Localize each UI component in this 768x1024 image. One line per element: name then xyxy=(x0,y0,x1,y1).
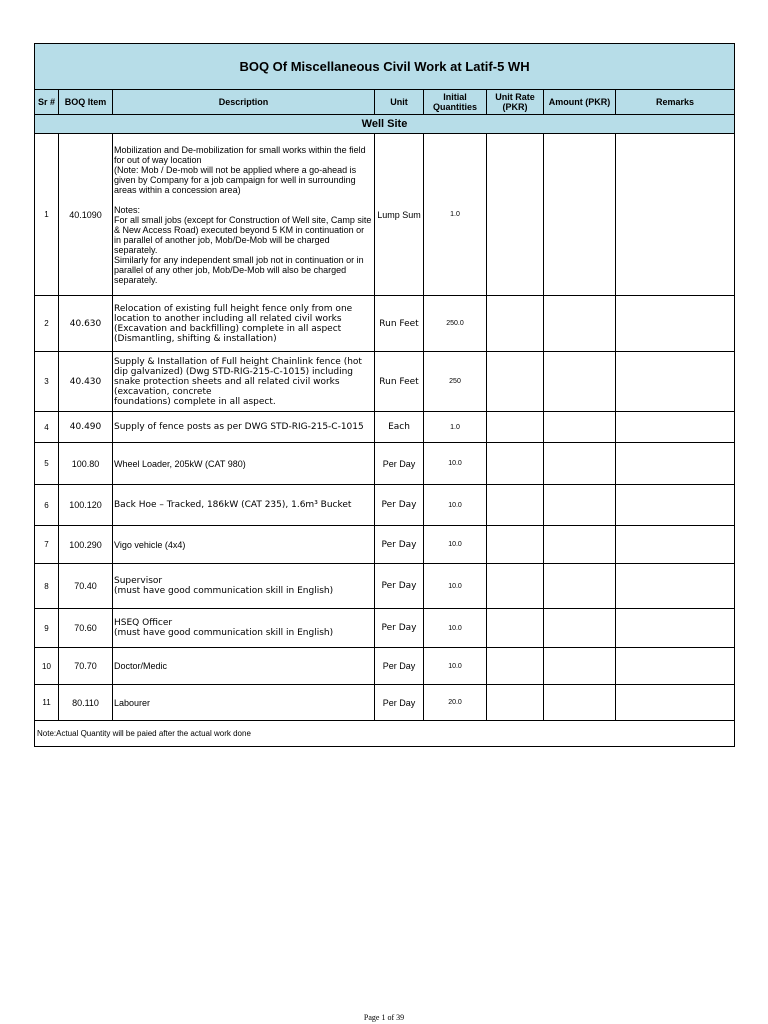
cell-boq-item: 40.490 xyxy=(59,412,113,443)
cell-remarks xyxy=(616,609,735,648)
cell-amount xyxy=(544,685,616,721)
cell-unit: Run Feet xyxy=(375,296,424,352)
cell-amount xyxy=(544,443,616,485)
col-header-description: Description xyxy=(113,90,375,115)
table-row xyxy=(35,134,735,296)
section-title: Well Site xyxy=(35,115,735,134)
table-row xyxy=(35,443,735,485)
table-row xyxy=(35,685,735,721)
table-row xyxy=(35,412,735,443)
page-number: Page 1 of 39 xyxy=(363,1013,405,1022)
header-row xyxy=(35,90,735,115)
cell-sr: 9 xyxy=(35,609,59,648)
cell-remarks xyxy=(616,485,735,526)
boq-table xyxy=(34,43,735,747)
document-title: BOQ Of Miscellaneous Civil Work at Latif-5 WH xyxy=(35,44,735,90)
cell-amount xyxy=(544,609,616,648)
cell-remarks xyxy=(616,526,735,564)
cell-sr: 11 xyxy=(35,685,59,721)
cell-quantity: 10.0 xyxy=(424,564,487,609)
cell-description: Vigo vehicle (4x4) xyxy=(113,526,375,564)
cell-description: Mobilization and De-mobilization for small works within the field for out of way location (Note: Mob / De-mob will not be applied where a go-ahead is given by Company for a job campaign for well in surrounding areas within a concession area) Notes: For all small jobs (except for Construction of Well site, Camp site & New Access Road) executed beyond 5 KM in continuation or in parallel of another job, Mob/De-Mob will be charged separately. Similarly for any independent small job not in continuation or in parallel of any other job, Mob/De-Mob will also be charged separately. xyxy=(113,134,375,296)
cell-description: Supply of fence posts as per DWG STD-RIG-215-C-1015 xyxy=(113,412,375,443)
cell-remarks xyxy=(616,412,735,443)
col-header-sr: Sr # xyxy=(35,90,59,115)
cell-quantity: 250.0 xyxy=(424,296,487,352)
cell-sr: 4 xyxy=(35,412,59,443)
cell-boq-item: 70.40 xyxy=(59,564,113,609)
note-text: Note:Actual Quantity will be paied after the actual work done xyxy=(35,721,735,747)
cell-quantity: 10.0 xyxy=(424,648,487,685)
cell-boq-item: 70.70 xyxy=(59,648,113,685)
cell-unit-rate xyxy=(487,685,544,721)
cell-amount xyxy=(544,352,616,412)
cell-quantity: 20.0 xyxy=(424,685,487,721)
cell-unit: Per Day xyxy=(375,526,424,564)
cell-unit-rate xyxy=(487,296,544,352)
cell-unit-rate xyxy=(487,485,544,526)
table-row xyxy=(35,609,735,648)
col-header-remarks: Remarks xyxy=(616,90,735,115)
cell-remarks xyxy=(616,564,735,609)
cell-unit: Each xyxy=(375,412,424,443)
cell-unit: Per Day xyxy=(375,609,424,648)
cell-unit-rate xyxy=(487,648,544,685)
cell-unit: Run Feet xyxy=(375,352,424,412)
note-row xyxy=(35,721,735,747)
table-row xyxy=(35,648,735,685)
cell-sr: 8 xyxy=(35,564,59,609)
cell-amount xyxy=(544,526,616,564)
cell-boq-item: 100.120 xyxy=(59,485,113,526)
cell-unit-rate xyxy=(487,564,544,609)
cell-description: Relocation of existing full height fence only from one location to another including all related civil works (Excavation and backfilling) complete in all aspect (Dismantling, shifting & installation) xyxy=(113,296,375,352)
cell-quantity: 1.0 xyxy=(424,134,487,296)
cell-unit: Per Day xyxy=(375,685,424,721)
col-header-boq-item: BOQ Item xyxy=(59,90,113,115)
table-row xyxy=(35,564,735,609)
cell-boq-item: 40.630 xyxy=(59,296,113,352)
cell-amount xyxy=(544,564,616,609)
col-header-unit-rate: Unit Rate (PKR) xyxy=(487,90,544,115)
table-row xyxy=(35,296,735,352)
cell-amount xyxy=(544,485,616,526)
cell-unit: Per Day xyxy=(375,648,424,685)
cell-description: Supply & Installation of Full height Chainlink fence (hot dip galvanized) (Dwg STD-RIG-215-C-1015) including snake protection sheets and all related civil works (excavation, concrete foundations) complete in all aspect. xyxy=(113,352,375,412)
cell-unit-rate xyxy=(487,526,544,564)
cell-description: Wheel Loader, 205kW (CAT 980) xyxy=(113,443,375,485)
cell-description: Back Hoe – Tracked, 186kW (CAT 235), 1.6m³ Bucket xyxy=(113,485,375,526)
cell-unit: Lump Sum xyxy=(375,134,424,296)
col-header-unit: Unit xyxy=(375,90,424,115)
cell-description: Supervisor (must have good communication skill in English) xyxy=(113,564,375,609)
cell-amount xyxy=(544,648,616,685)
cell-quantity: 10.0 xyxy=(424,485,487,526)
cell-sr: 7 xyxy=(35,526,59,564)
col-header-initial-quantities: Initial Quantities xyxy=(424,90,487,115)
cell-sr: 3 xyxy=(35,352,59,412)
cell-quantity: 10.0 xyxy=(424,443,487,485)
col-header-amount: Amount (PKR) xyxy=(544,90,616,115)
cell-boq-item: 100.80 xyxy=(59,443,113,485)
cell-quantity: 1.0 xyxy=(424,412,487,443)
cell-description: HSEQ Officer (must have good communication skill in English) xyxy=(113,609,375,648)
table-row xyxy=(35,352,735,412)
cell-unit: Per Day xyxy=(375,564,424,609)
table-row xyxy=(35,526,735,564)
cell-sr: 1 xyxy=(35,134,59,296)
cell-boq-item: 80.110 xyxy=(59,685,113,721)
cell-unit: Per Day xyxy=(375,485,424,526)
cell-amount xyxy=(544,412,616,443)
section-row xyxy=(35,115,735,134)
cell-remarks xyxy=(616,134,735,296)
cell-description: Labourer xyxy=(113,685,375,721)
cell-amount xyxy=(544,134,616,296)
cell-description: Doctor/Medic xyxy=(113,648,375,685)
cell-quantity: 10.0 xyxy=(424,526,487,564)
cell-boq-item: 70.60 xyxy=(59,609,113,648)
cell-unit-rate xyxy=(487,134,544,296)
cell-remarks xyxy=(616,352,735,412)
cell-quantity: 10.0 xyxy=(424,609,487,648)
cell-sr: 10 xyxy=(35,648,59,685)
cell-unit: Per Day xyxy=(375,443,424,485)
title-row xyxy=(35,44,735,90)
cell-unit-rate xyxy=(487,443,544,485)
cell-sr: 6 xyxy=(35,485,59,526)
cell-remarks xyxy=(616,685,735,721)
cell-sr: 5 xyxy=(35,443,59,485)
cell-quantity: 250 xyxy=(424,352,487,412)
cell-unit-rate xyxy=(487,352,544,412)
cell-amount xyxy=(544,296,616,352)
cell-boq-item: 100.290 xyxy=(59,526,113,564)
cell-boq-item: 40.1090 xyxy=(59,134,113,296)
cell-remarks xyxy=(616,296,735,352)
cell-boq-item: 40.430 xyxy=(59,352,113,412)
cell-remarks xyxy=(616,648,735,685)
table-row xyxy=(35,485,735,526)
cell-unit-rate xyxy=(487,412,544,443)
cell-remarks xyxy=(616,443,735,485)
cell-sr: 2 xyxy=(35,296,59,352)
cell-unit-rate xyxy=(487,609,544,648)
